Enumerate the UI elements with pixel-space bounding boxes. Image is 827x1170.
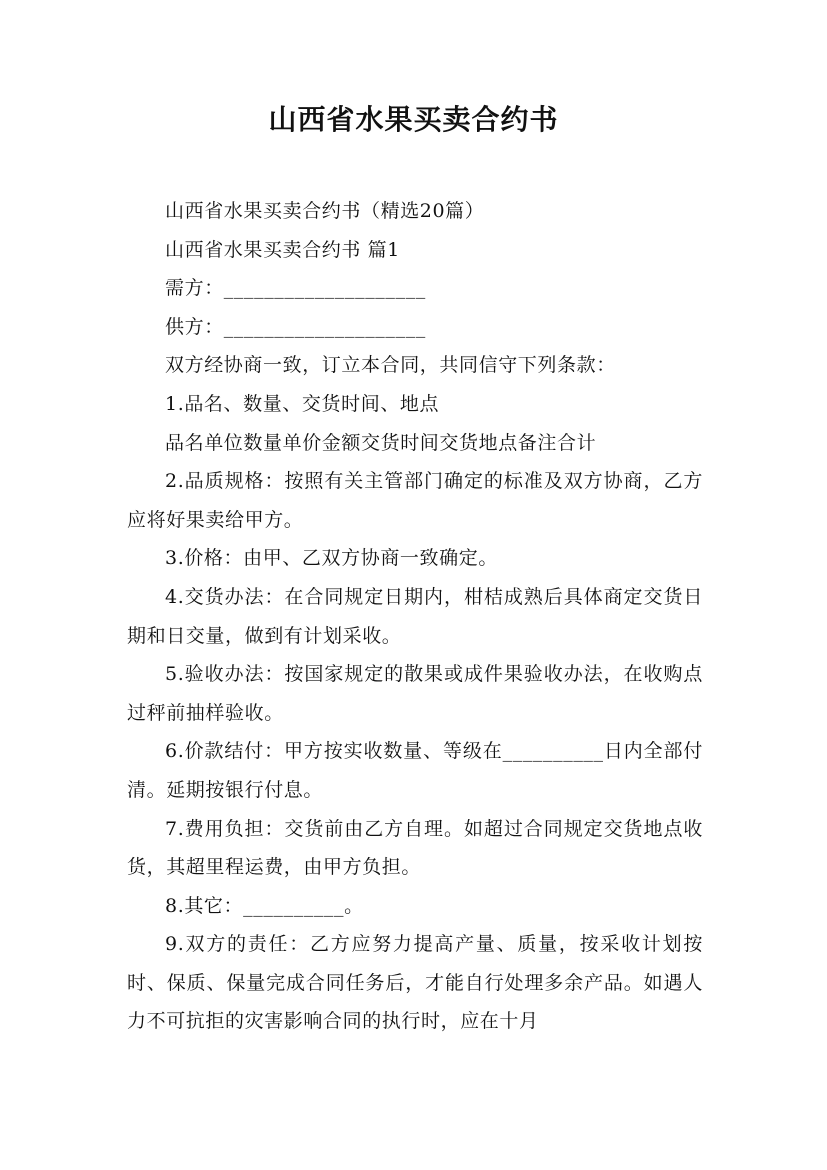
paragraph-clause-4: 4.交货办法：在合同规定日期内，柑桔成熟后具体商定交货日期和日交量，做到有计划采收。 [127, 585, 703, 647]
paragraph-clause-3: 3.价格：由甲、乙双方协商一致确定。 [165, 547, 498, 570]
paragraph-buyer: 需方：____________________ [165, 277, 426, 300]
paragraph-agreement: 双方经协商一致，订立本合同，共同信守下列条款： [165, 354, 616, 377]
paragraph-supplier: 供方：____________________ [165, 315, 426, 338]
paragraph-clause-8: 8.其它：__________。 [165, 894, 364, 917]
paragraph-clause-6: 6.价款结付：甲方按实收数量、等级在__________日内全部付清。延期按银行付息。 [127, 740, 703, 801]
paragraph-clause-9: 9.双方的责任：乙方应努力提高产量、质量，按采收计划按时、保质、保量完成合同任务后，才能自行处理多余产品。如遇人力不可抗拒的灾害影响合同的执行时，应在十月 [127, 933, 703, 1033]
paragraph-table-header: 品名单位数量单价金额交货时间交货地点备注合计 [165, 431, 597, 454]
paragraph-subtitle: 山西省水果买卖合约书（精选20篇） [165, 200, 485, 222]
paragraph-clause-5: 5.验收办法：按国家规定的散果或成件果验收办法，在收购点过秤前抽样验收。 [127, 663, 703, 724]
document-body [127, 192, 703, 1041]
paragraph-section-heading: 山西省水果买卖合约书 篇1 [165, 238, 400, 261]
document-title: 山西省水果买卖合约书 [268, 103, 559, 136]
paragraph-clause-1: 1.品名、数量、交货时间、地点 [165, 392, 440, 415]
paragraph-clause-7: 7.费用负担：交货前由乙方自理。如超过合同规定交货地点收货，其超里程运费，由甲方负担。 [127, 817, 703, 879]
paragraph-clause-2: 2.品质规格：按照有关主管部门确定的标准及双方协商，乙方应将好果卖给甲方。 [127, 470, 703, 531]
